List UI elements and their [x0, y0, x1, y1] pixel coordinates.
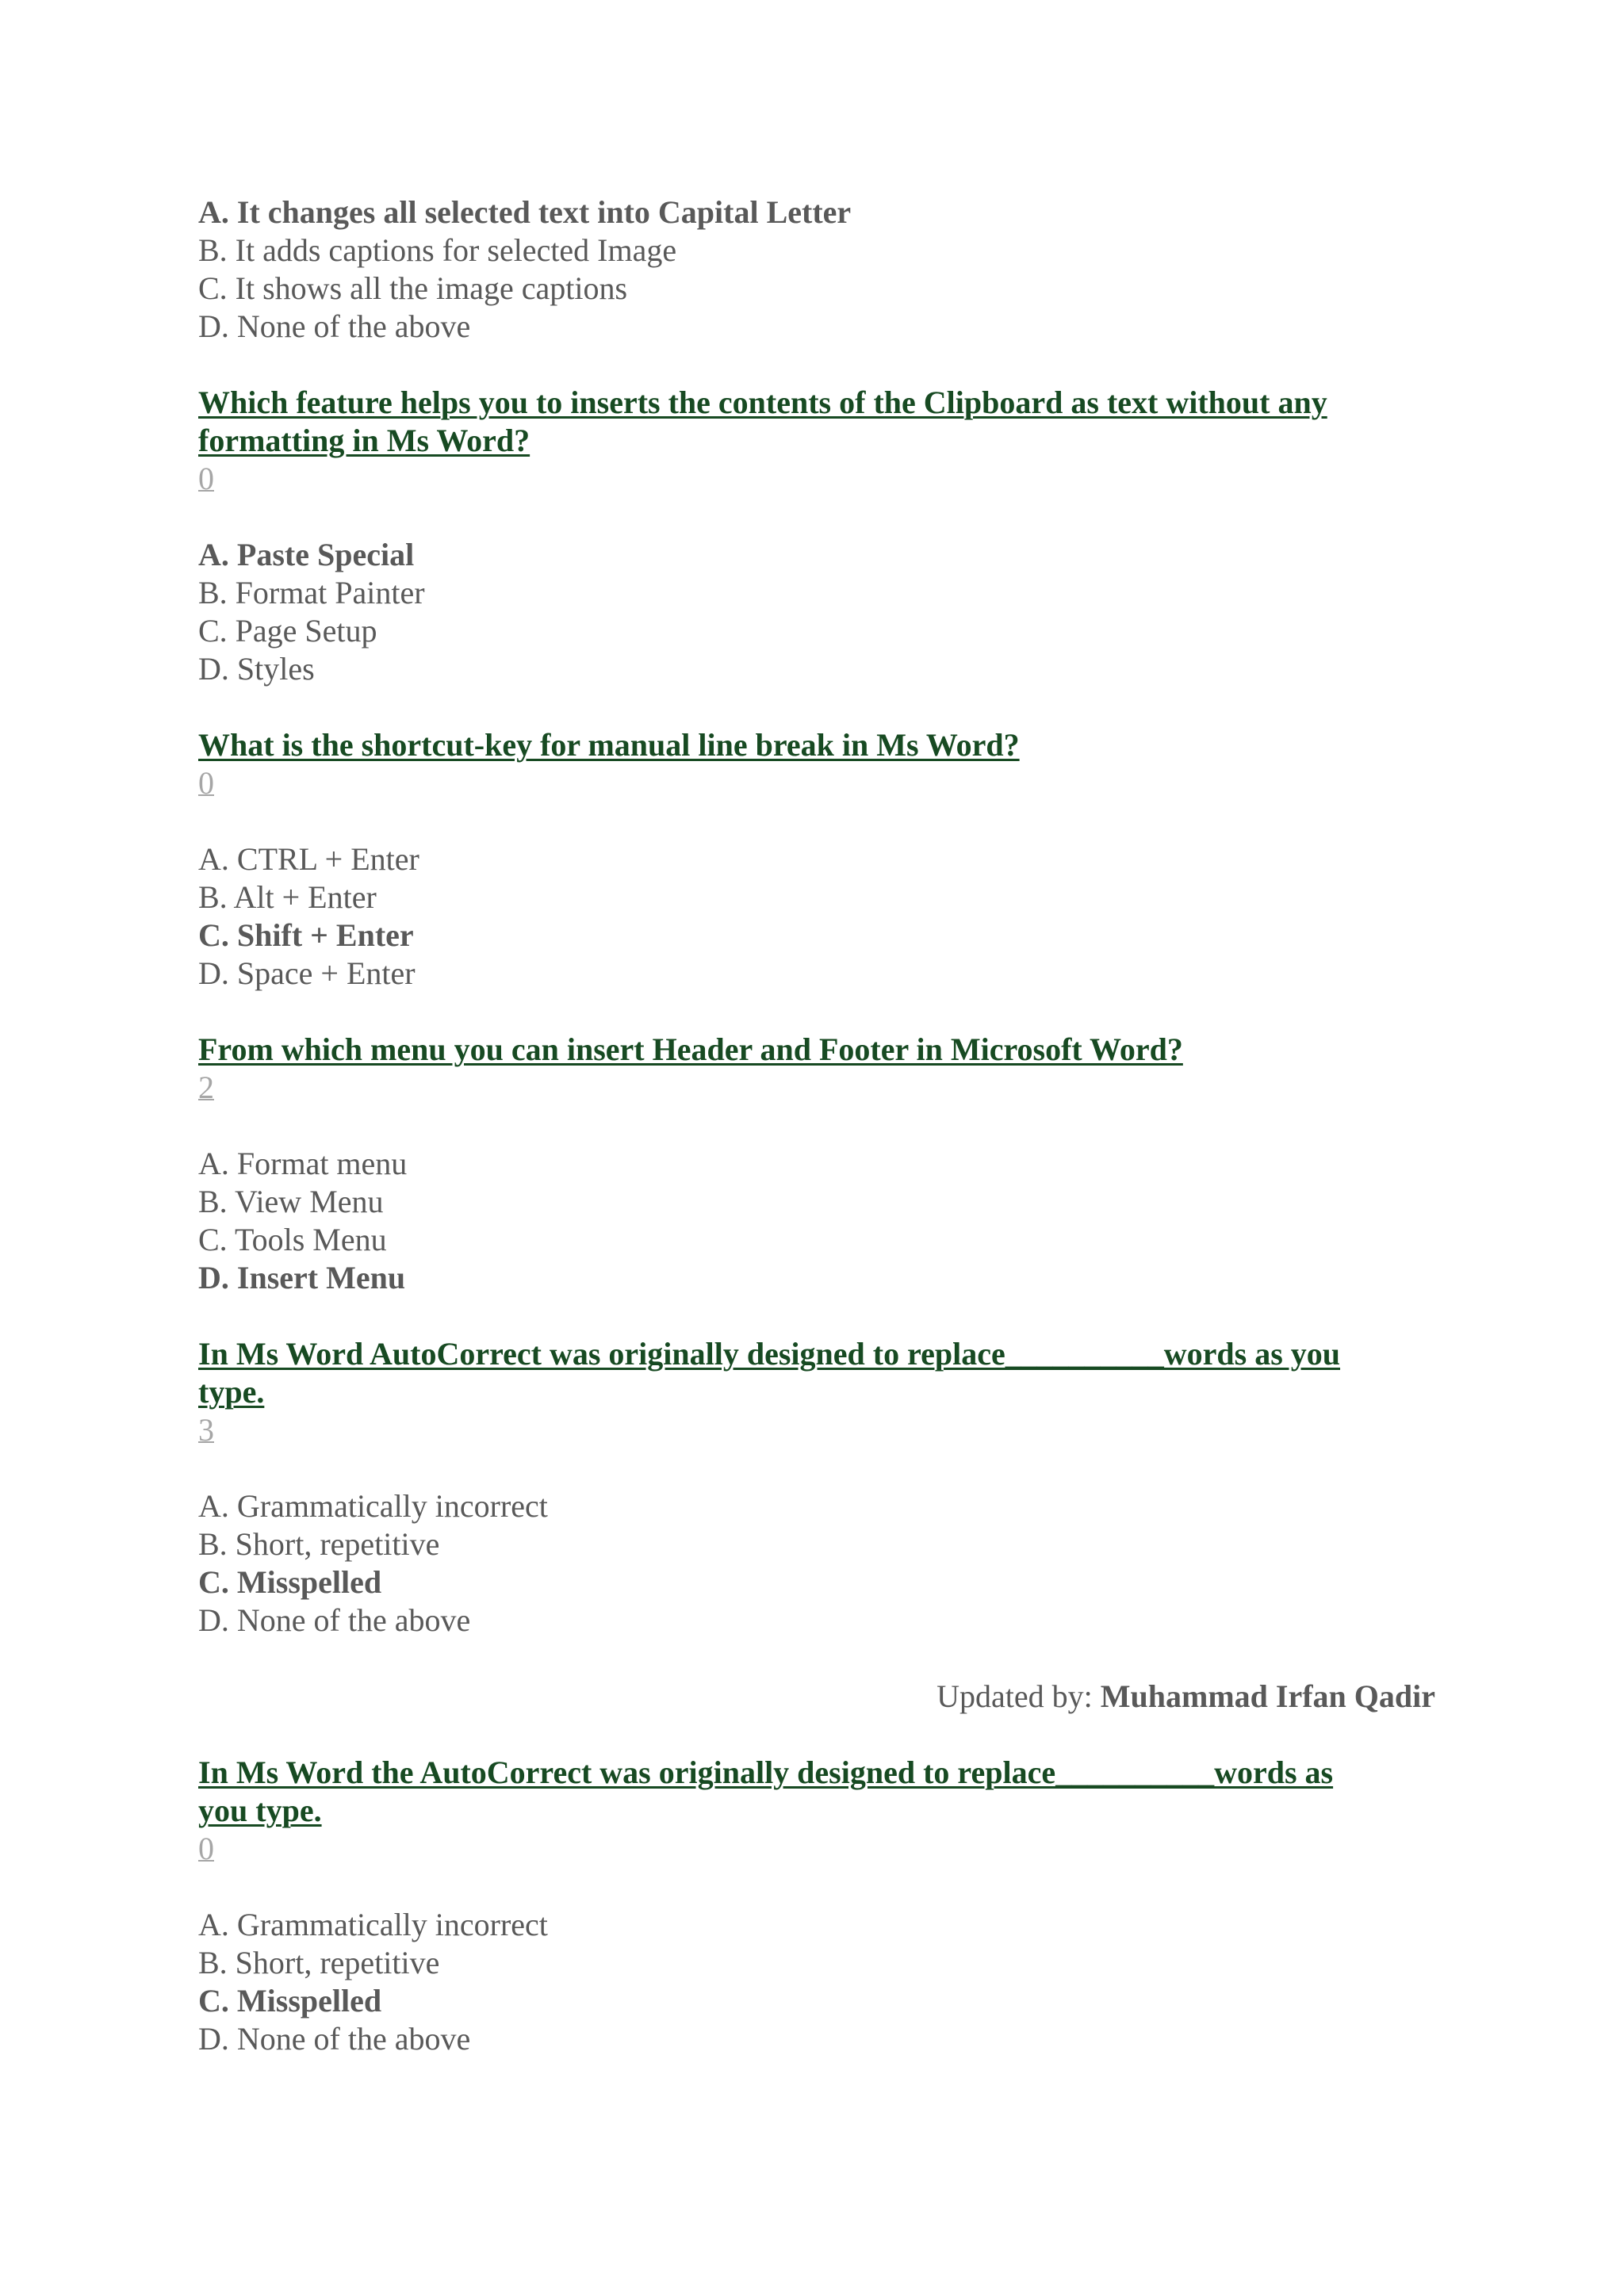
option-d: D. None of the above [198, 1602, 471, 1638]
question-title[interactable] [198, 384, 1443, 460]
option-a: A. Grammatically incorrect [198, 1488, 548, 1524]
option-c: C. Page Setup [198, 613, 377, 649]
question-title-line: In Ms Word AutoCorrect was originally designed to replace__________words as you [198, 1336, 1341, 1372]
answer-count-link[interactable]: 0 [198, 765, 214, 801]
question-title[interactable] [198, 1335, 1443, 1411]
question-block-3 [198, 1031, 1443, 1297]
question-block-2 [198, 726, 1443, 993]
option-a: A. CTRL + Enter [198, 841, 419, 877]
question-block-4 [198, 1335, 1443, 1640]
option-b: B. It adds captions for selected Image [198, 232, 677, 268]
answer-count-link[interactable]: 2 [198, 1070, 214, 1105]
option-b: B. Format Painter [198, 575, 425, 610]
question-title-line: Which feature helps you to inserts the contents of the Clipboard as text without any [198, 385, 1327, 420]
option-d: D. None of the above [198, 2021, 471, 2057]
answer-count-link[interactable]: 0 [198, 1831, 214, 1866]
option-a: A. Format menu [198, 1146, 408, 1181]
option-d: D. None of the above [198, 308, 471, 344]
answer-count-link[interactable]: 0 [198, 461, 214, 496]
option-b: B. Short, repetitive [198, 1945, 440, 1980]
option-c: C. Shift + Enter [198, 917, 414, 953]
question-block-1 [198, 384, 1443, 688]
updated-by-credit [198, 1678, 1443, 1716]
option-d: D. Insert Menu [198, 1260, 406, 1295]
option-d: D. Space + Enter [198, 955, 416, 991]
option-c: C. Misspelled [198, 1564, 382, 1600]
question-block-0 [198, 193, 1443, 346]
option-a: A. It changes all selected text into Capital Letter [198, 194, 852, 230]
option-a: A. Paste Special [198, 537, 415, 572]
answer-count-link[interactable]: 3 [198, 1412, 214, 1448]
question-title[interactable] [198, 1754, 1443, 1830]
option-c: C. Misspelled [198, 1983, 382, 2019]
question-title[interactable]: What is the shortcut-key for manual line break in Ms Word? [198, 727, 1020, 763]
option-b: B. Short, repetitive [198, 1526, 440, 1562]
question-title[interactable]: From which menu you can insert Header and Footer in Microsoft Word? [198, 1031, 1183, 1067]
question-title-line: formatting in Ms Word? [198, 423, 530, 458]
option-b: B. Alt + Enter [198, 879, 377, 915]
author-name: Muhammad Irfan Qadir [1100, 1678, 1435, 1714]
option-c: C. It shows all the image captions [198, 270, 628, 306]
question-title-line: In Ms Word the AutoCorrect was originally designed to replace__________words as [198, 1755, 1334, 1790]
updated-by-label: Updated by: [936, 1678, 1101, 1714]
question-block-5 [198, 1754, 1443, 2058]
question-title-line: you type. [198, 1793, 322, 1828]
option-b: B. View Menu [198, 1184, 384, 1219]
option-a: A. Grammatically incorrect [198, 1907, 548, 1942]
question-title-line: type. [198, 1374, 265, 1410]
document-page [198, 193, 1443, 2058]
option-d: D. Styles [198, 651, 315, 687]
option-c: C. Tools Menu [198, 1222, 387, 1257]
